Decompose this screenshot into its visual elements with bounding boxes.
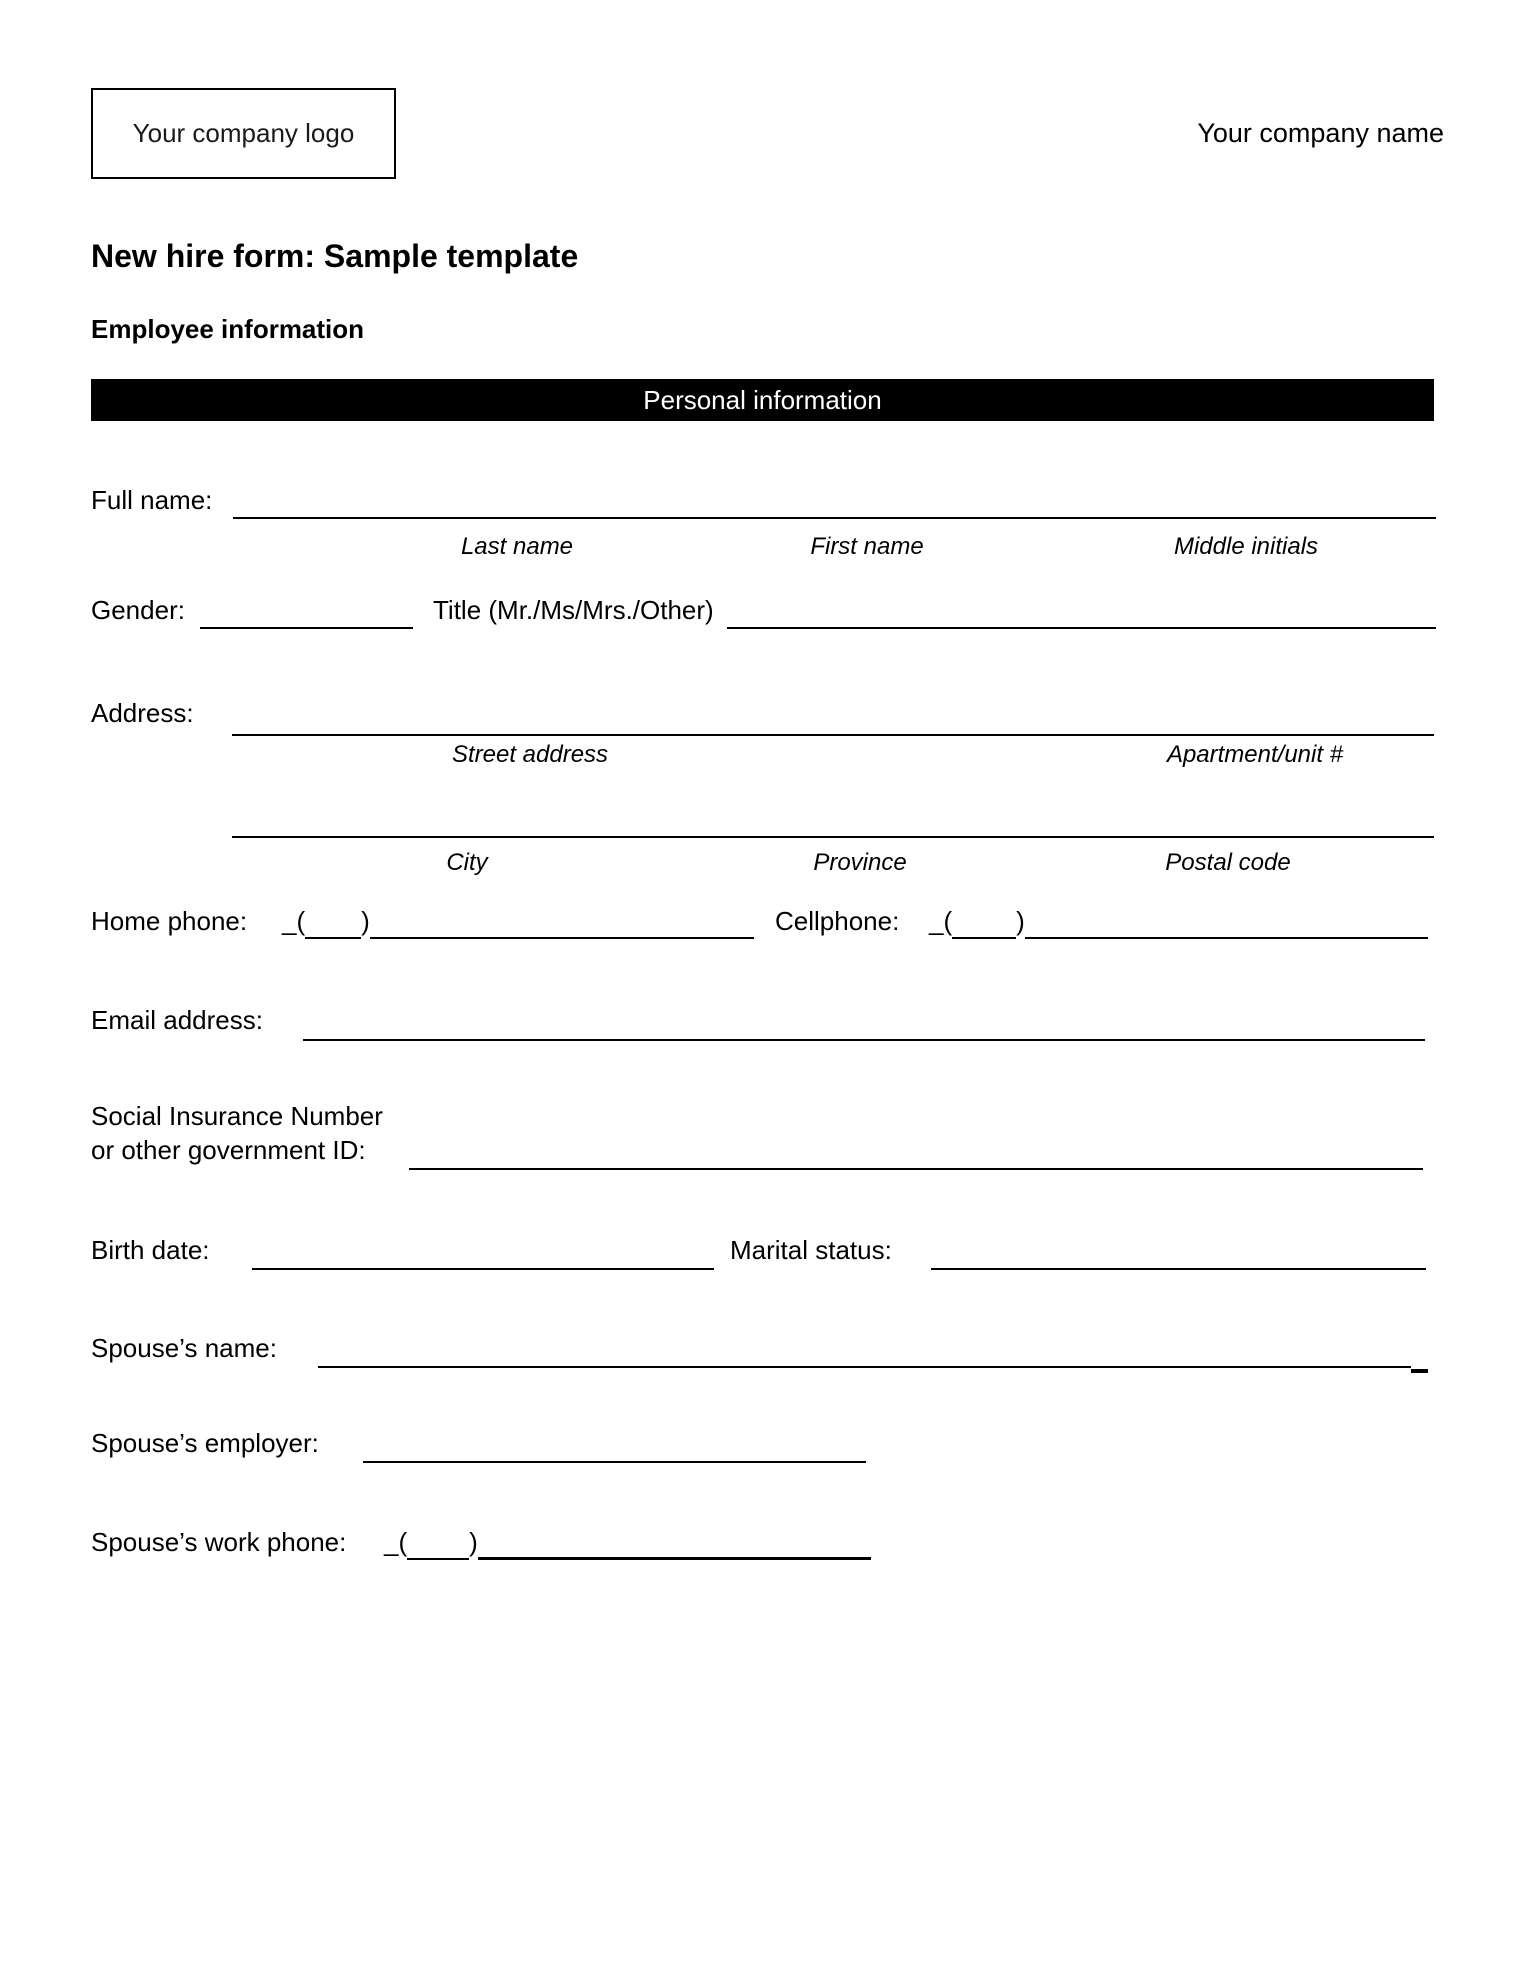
company-logo-box [91, 88, 396, 179]
spouse-work-phone-mask-close: ) [469, 1527, 478, 1557]
title-input-line[interactable] [727, 627, 1436, 629]
full-name-input-line[interactable] [233, 517, 1436, 519]
spouse-name-label: Spouse’s name: [91, 1333, 277, 1363]
cellphone-mask-close: ) [1016, 906, 1025, 936]
cellphone-mask [929, 908, 1428, 939]
street-address-input-line[interactable] [232, 734, 1434, 736]
address-label: Address: [91, 698, 194, 728]
company-name: Your company name [1197, 118, 1444, 148]
personal-information-bar [91, 379, 1434, 421]
spouse-employer-input-line[interactable] [363, 1461, 866, 1463]
home-phone-mask [282, 908, 754, 939]
apartment-unit-sublabel: Apartment/unit # [1166, 741, 1344, 768]
spouse-work-phone-mask-open: _( [384, 1527, 408, 1557]
spouse-work-phone-label: Spouse’s work phone: [91, 1527, 347, 1557]
birth-date-label: Birth date: [91, 1235, 210, 1265]
cellphone-area-code-line[interactable] [952, 937, 1016, 939]
last-name-sublabel: Last name [460, 533, 574, 560]
title-field-label: Title (Mr./Ms/Mrs./Other) [433, 595, 714, 625]
home-phone-mask-open: _( [282, 906, 306, 936]
gender-input-line[interactable] [200, 627, 413, 629]
sin-input-line[interactable] [409, 1168, 1423, 1170]
full-name-label: Full name: [91, 485, 213, 515]
page-title: New hire form: Sample template [91, 238, 579, 274]
birth-date-input-line[interactable] [252, 1268, 714, 1270]
sin-label-line2: or other government ID: [91, 1135, 366, 1165]
email-address-label: Email address: [91, 1005, 263, 1035]
spouse-name-input-line[interactable] [318, 1366, 1411, 1368]
email-input-line[interactable] [303, 1039, 1425, 1041]
section-heading: Employee information [91, 314, 365, 344]
first-name-sublabel: First name [810, 533, 924, 560]
home-phone-input-line[interactable] [370, 937, 754, 939]
marital-status-input-line[interactable] [931, 1268, 1426, 1270]
marital-status-label: Marital status: [730, 1235, 892, 1265]
spouse-employer-label: Spouse’s employer: [91, 1428, 319, 1458]
home-phone-area-code-line[interactable] [305, 937, 361, 939]
spouse-name-line-end-tick [1411, 1369, 1428, 1373]
province-sublabel: Province [813, 849, 907, 876]
cellphone-label: Cellphone: [775, 906, 900, 936]
cellphone-input-line[interactable] [1025, 937, 1428, 939]
personal-information-bar-label: Personal information [643, 384, 882, 415]
street-address-sublabel: Street address [451, 741, 609, 768]
cellphone-mask-open: _( [929, 906, 953, 936]
gender-label: Gender: [91, 595, 185, 625]
city-province-postal-input-line[interactable] [232, 836, 1434, 838]
city-sublabel: City [446, 849, 488, 876]
spouse-work-phone-input-line[interactable] [478, 1557, 871, 1560]
postal-code-sublabel: Postal code [1165, 849, 1291, 876]
middle-initials-sublabel: Middle initials [1173, 533, 1319, 560]
home-phone-label: Home phone: [91, 906, 248, 936]
spouse-work-phone-area-code-line[interactable] [407, 1558, 469, 1560]
home-phone-mask-close: ) [361, 906, 370, 936]
sin-label-line1: Social Insurance Number [91, 1101, 383, 1131]
spouse-work-phone-mask [384, 1529, 871, 1560]
company-logo-text: Your company logo [132, 118, 355, 148]
